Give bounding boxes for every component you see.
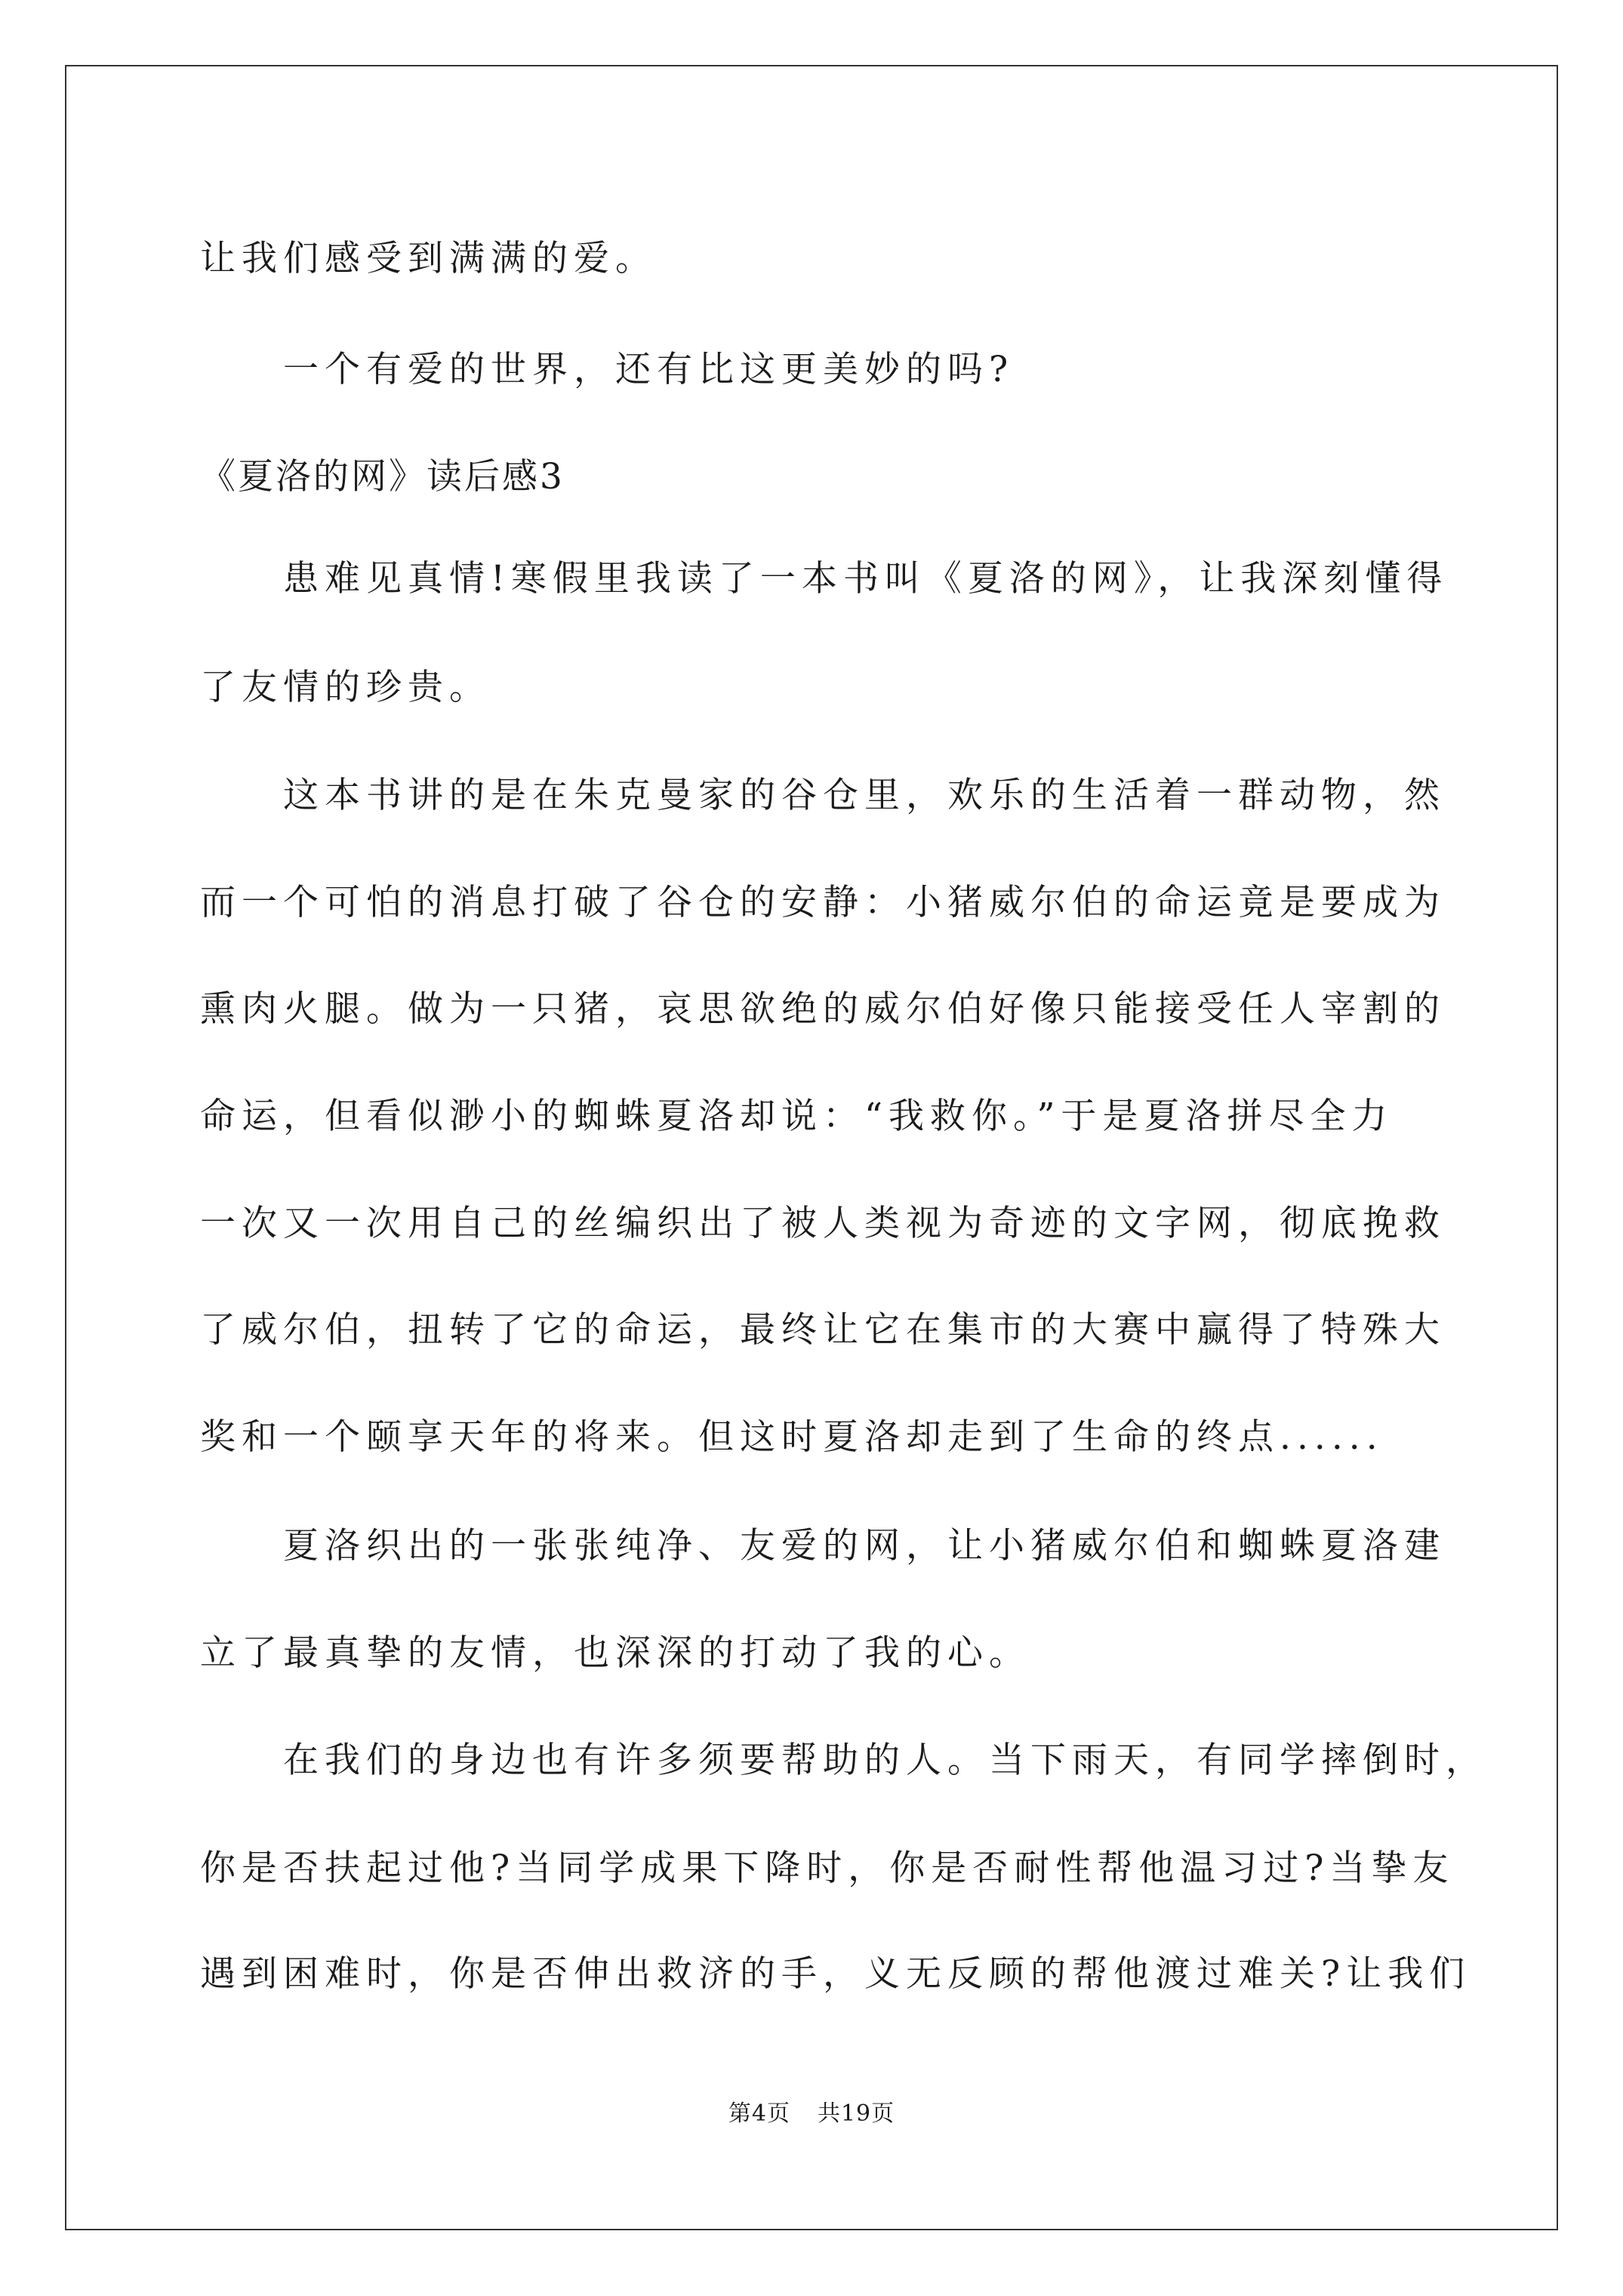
text-line-4: 患难见真情!寒假里我读了一本书叫《夏洛的网》，让我深刻懂得 [283,558,1449,599]
text-line-2: 一个有爱的世界，还有比这更美妙的吗? [283,349,1015,390]
text-line-7: 而一个可怕的消息打破了谷仓的安静：小猪威尔伯的命运竟是要成为 [200,882,1446,923]
page-footer [0,2099,1623,2129]
text-line-12: 奖和一个颐享天年的将来。但这时夏洛却走到了生命的终点...... [200,1416,1384,1458]
text-line-9: 命运，但看似渺小的蜘蛛夏洛却说：“我救你。”于是夏洛拼尽全力 [200,1096,1394,1137]
section-title: 《夏洛的网》读后感3 [200,456,565,498]
text-line-10: 一次又一次用自己的丝编织出了被人类视为奇迹的文字网，彻底挽救 [200,1203,1446,1244]
text-line-11: 了威尔伯，扭转了它的命运，最终让它在集市的大赛中赢得了特殊大 [200,1309,1446,1351]
text-line-1: 让我们感受到满满的爱。 [200,238,657,279]
page-total: 共19页 [817,2100,895,2127]
text-line-6: 这本书讲的是在朱克曼家的谷仓里，欢乐的生活着一群动物，然 [283,775,1446,816]
text-line-17: 遇到困难时，你是否伸出救济的手，义无反顾的帮他渡过难关?让我们 [200,1953,1471,1995]
text-line-15: 在我们的身边也有许多须要帮助的人。当下雨天，有同学摔倒时， [283,1740,1487,1781]
text-line-14: 立了最真挚的友情，也深深的打动了我的心。 [200,1632,1030,1674]
text-line-5: 了友情的珍贵。 [200,667,491,708]
text-line-8: 熏肉火腿。做为一只猪，哀思欲绝的威尔伯好像只能接受任人宰割的 [200,988,1446,1030]
page-number: 第4页 [728,2100,790,2127]
text-line-13: 夏洛织出的一张张纯净、友爱的网，让小猪威尔伯和蜘蛛夏洛建 [283,1525,1446,1567]
text-line-16: 你是否扶起过他?当同学成果下降时，你是否耐性帮他温习过?当挚友 [200,1848,1455,1889]
